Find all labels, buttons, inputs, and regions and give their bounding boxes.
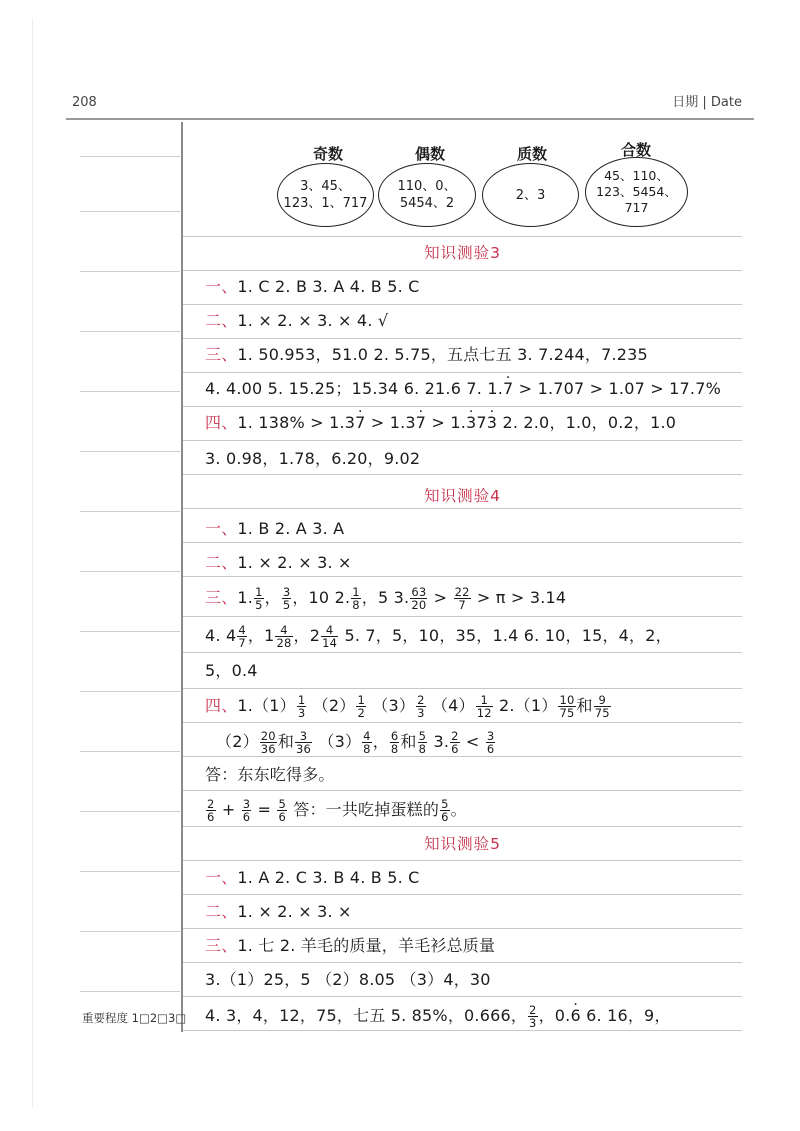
test4-row4: 4. 4 $\frac{4}{7}$ ，1 $\frac{4}{28}$ ，2 $\frac{4}{14}$ 5. 7，5，10，35，1.4 6. 10，15，4，2， — [205, 623, 672, 650]
test4-row8: 答：东东吃得多。 — [205, 765, 335, 784]
test4-row7: （2） $\frac{20}{36}$ 和 $\frac{3}{36}$ （3） $\frac{4}{8}$ ， $\frac{6}{8}$ 和 $\frac{5}{8}$ 3. $\frac{2}{6}$ < $\frac{3}{6}$ — [216, 729, 495, 756]
test3-row3: 三、1. 50.953，51.0 2. 5.75，五点七五 3. 7.244，7.235 — [205, 345, 648, 364]
test5-row1: 一、1. A 2. C 3. B 4. B 5. C — [205, 868, 420, 887]
test3-row4: 4. 4.00 5. 15.25；15.34 6. 21.6 7. 1.· 7 > 1.707 > 1.07 > 17.7% — [205, 378, 721, 400]
composite-title: 合数 — [620, 141, 651, 159]
test4-row2: 二、1. × 2. × 3. × — [205, 553, 352, 572]
test5-row4: 3.（1）25，5 （2）8.05 （3）4，30 — [205, 970, 491, 989]
importance-label: 重要程度 1□2□3□ — [82, 1011, 187, 1025]
test4-row9: $\frac{2}{6}$ + $\frac{3}{6}$ = $\frac{5}{6}$ 答：一共吃掉蛋糕的 $\frac{5}{6}$ 。 — [207, 797, 467, 824]
header-divider — [66, 118, 754, 120]
test5-row3: 三、1. 七 2. 羊毛的质量，羊毛衫总质量 — [205, 936, 496, 955]
test4-row6: 四、1.（1） $\frac{1}{3}$ （2） $\frac{1}{2}$ （3） $\frac{2}{3}$ （4） $\frac{1}{12}$ 2.（1） $\frac{10}{75}$ 和 $\frac{9}{75}$ — [205, 693, 610, 720]
test4-row5: 5，0.4 — [205, 661, 258, 680]
test5-row5: 4. 3，4，12，75，七五 5. 85%，0.666， $\frac{2}{3}$ ，0.· 6 6. 16，9， — [205, 1004, 671, 1029]
odd-oval: 3、45、 123、1、717 — [277, 163, 374, 227]
prime-oval: 2、3 — [482, 163, 579, 227]
left-margin-column — [80, 126, 180, 1031]
test4-row1: 一、1. B 2. A 3. A — [205, 519, 345, 538]
test5-title: 知识测验5 — [424, 835, 501, 853]
date-label: 日期 | Date — [672, 95, 742, 110]
test3-row5: 四、1. 138% > 1.3· 7 > 1.3· 7 > 1.· 37· 3 2. 2.0，1.0，0.2，1.0 — [205, 412, 676, 434]
test3-row6: 3. 0.98，1.78，6.20，9.02 — [205, 449, 421, 468]
page-number: 208 — [72, 95, 97, 110]
odd-title: 奇数 — [312, 145, 343, 163]
even-oval: 110、0、 5454、2 — [378, 163, 476, 227]
composite-oval: 45、110、 123、5454、 717 — [585, 157, 688, 227]
test5-row2: 二、1. × 2. × 3. × — [205, 902, 352, 921]
test3-row1: 一、1. C 2. B 3. A 4. B 5. C — [205, 277, 420, 296]
test4-title: 知识测验4 — [424, 487, 501, 505]
test3-title: 知识测验3 — [424, 244, 501, 262]
prime-title: 质数 — [516, 145, 547, 163]
even-title: 偶数 — [414, 145, 445, 163]
test3-row2: 二、1. × 2. × 3. × 4. √ — [205, 311, 389, 330]
test4-row3: 三、1. $\frac{1}{5}$ ， $\frac{3}{5}$ ，10 2. $\frac{1}{8}$ ，5 3. $\frac{63}{20}$ > $\frac{22}{7}$ > π > 3.14 — [205, 585, 567, 612]
